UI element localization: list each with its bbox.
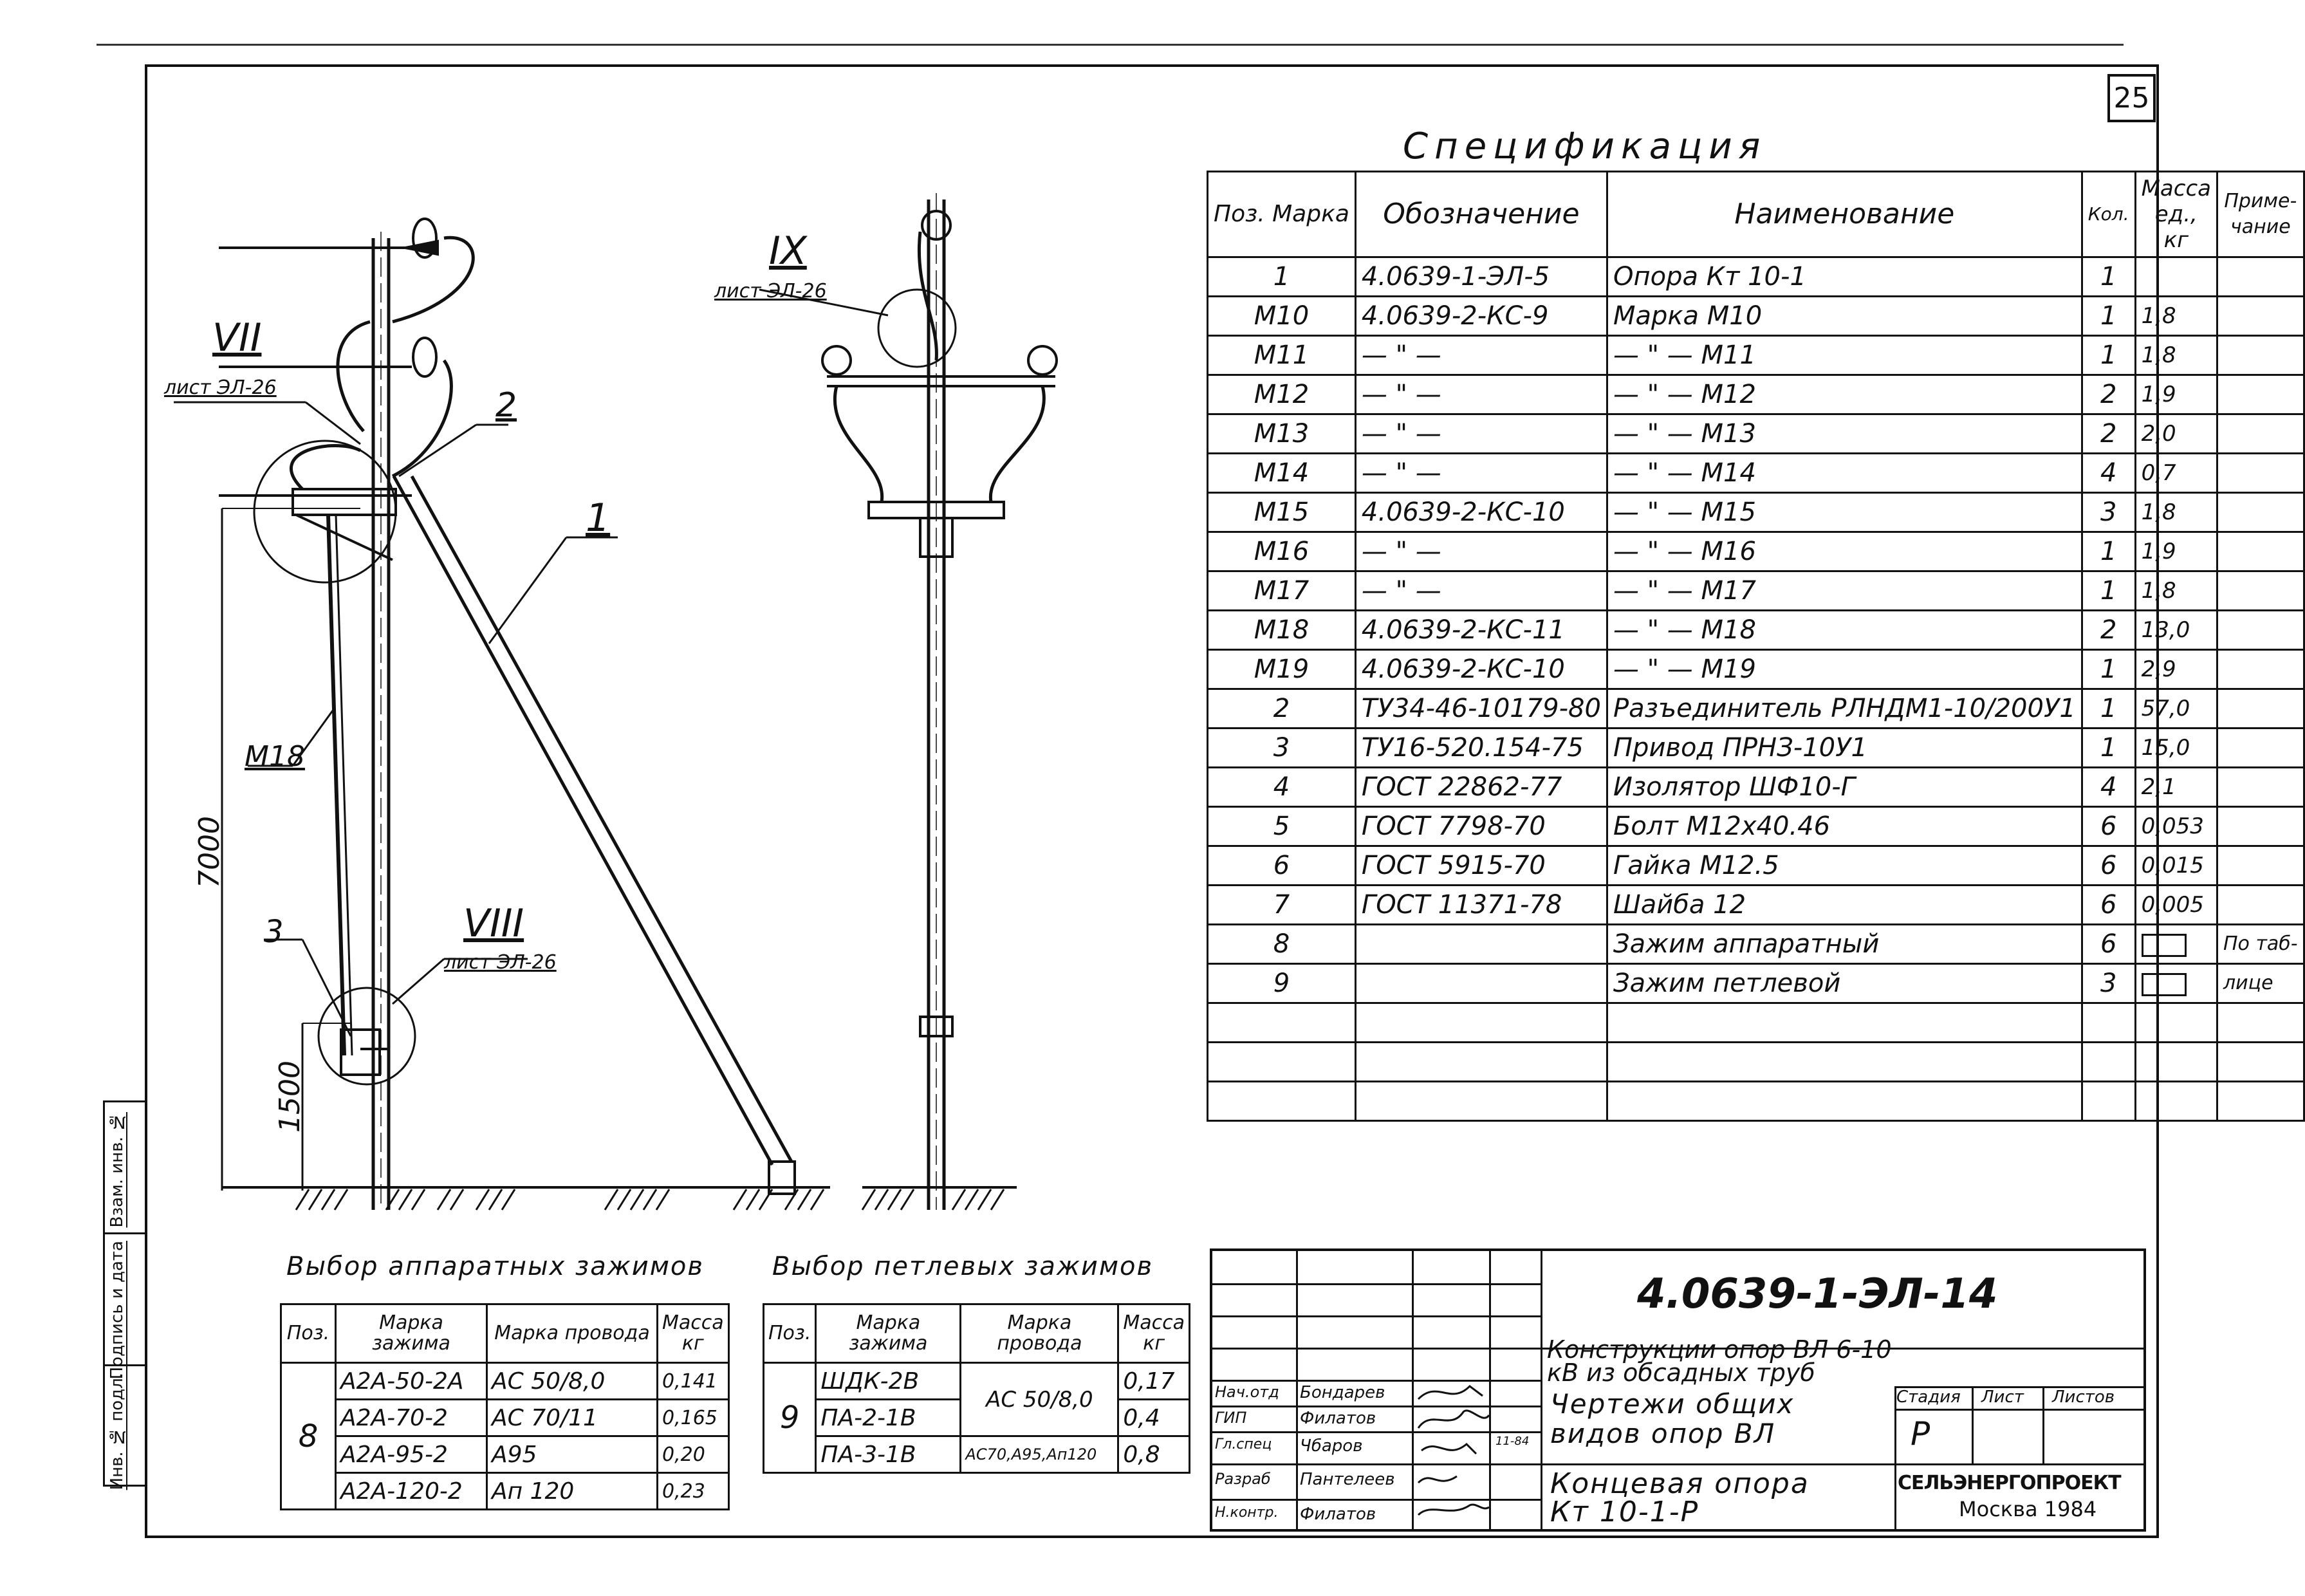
spec-name: — " — М17 <box>1607 571 2082 611</box>
spec-empty-cell <box>2135 1043 2217 1082</box>
spec-row <box>1208 807 2304 846</box>
spec-name: Болт М12х40.46 <box>1607 807 2082 846</box>
spec-designation: ТУ34-46-10179-80 <box>1355 689 1607 728</box>
signer-role: Гл.спец <box>1215 1436 1272 1452</box>
spec-pos: 2 <box>1208 689 1356 728</box>
spec-designation <box>1355 964 1607 1003</box>
loop-clamp-mass: 0,8 <box>1118 1436 1190 1473</box>
margin-stamp <box>103 1100 147 1490</box>
spec-name: — " — М11 <box>1607 336 2082 375</box>
callout-viii: VIII <box>463 901 524 946</box>
spec-pos: М18 <box>1208 611 1356 650</box>
spec-qty: 2 <box>2082 611 2135 650</box>
spec-empty-cell <box>1208 1003 1356 1043</box>
spec-mass: 1,8 <box>2135 336 2217 375</box>
spec-empty-cell <box>2082 1082 2135 1121</box>
spec-designation: — " — <box>1355 571 1607 611</box>
spec-header-designation: Обозначение <box>1355 172 1607 257</box>
spec-designation: — " — <box>1355 454 1607 493</box>
loop-clamp-wire-b: АС70,А95,Ап120 <box>961 1436 1118 1473</box>
callout-viii-ref: лист ЭЛ-26 <box>444 951 557 974</box>
spec-note <box>2217 414 2304 454</box>
spec-mass: 2,0 <box>2135 414 2217 454</box>
app-clamps-row <box>281 1473 729 1510</box>
spec-header-pos: Поз. Марка <box>1208 172 1356 257</box>
spec-qty: 6 <box>2082 846 2135 886</box>
signer-name: Бондарев <box>1300 1383 1385 1402</box>
spec-empty-cell <box>1355 1082 1607 1121</box>
stage-label: Стадия <box>1896 1387 1961 1407</box>
sign-date: 11-84 <box>1495 1434 1530 1448</box>
spec-name: Опора Кт 10-1 <box>1607 257 2082 297</box>
spec-pos: 7 <box>1208 886 1356 925</box>
spec-mass: 2,9 <box>2135 650 2217 689</box>
spec-empty-cell <box>1607 1043 2082 1082</box>
spec-pos: М14 <box>1208 454 1356 493</box>
loop-clamps-title: Выбор петлевых зажимов <box>772 1252 1154 1281</box>
signer-name: Пантелеев <box>1300 1470 1395 1489</box>
spec-mass: 1,9 <box>2135 532 2217 571</box>
app-clamps-pos: 8 <box>281 1363 336 1510</box>
spec-note <box>2217 886 2304 925</box>
spec-pos: М11 <box>1208 336 1356 375</box>
spec-empty-cell <box>2217 1043 2304 1082</box>
spec-row <box>1208 650 2304 689</box>
loop-clamps-header-row <box>764 1304 1190 1363</box>
app-clamp-mark: А2А-95-2 <box>336 1436 487 1473</box>
spec-designation: ГОСТ 7798-70 <box>1355 807 1607 846</box>
spec-name: — " — М16 <box>1607 532 2082 571</box>
spec-name: Марка М10 <box>1607 297 2082 336</box>
spec-pos: 5 <box>1208 807 1356 846</box>
organization: СЕЛЬЭНЕРГОПРОЕКТ <box>1898 1472 2121 1494</box>
spec-pos: М19 <box>1208 650 1356 689</box>
spec-qty: 1 <box>2082 728 2135 768</box>
spec-qty: 2 <box>2082 375 2135 414</box>
app-clamps-title: Выбор аппаратных зажимов <box>286 1252 704 1281</box>
spec-name: Зажим аппаратный <box>1607 925 2082 964</box>
spec-pos: 1 <box>1208 257 1356 297</box>
spec-pos: М17 <box>1208 571 1356 611</box>
sheet-name: Концевая опора Кт 10-1-Р <box>1550 1467 1810 1528</box>
dimension-7000: 7000 <box>193 816 226 888</box>
app-clamp-wire: Ап 120 <box>487 1473 658 1510</box>
spec-row <box>1208 571 2304 611</box>
spec-name: — " — М14 <box>1607 454 2082 493</box>
spec-qty: 6 <box>2082 886 2135 925</box>
project-title: Конструкции опор ВЛ 6-10 кВ из обсадных труб <box>1547 1335 1892 1387</box>
spec-qty: 1 <box>2082 650 2135 689</box>
signer-role: Н.контр. <box>1215 1505 1279 1521</box>
spec-designation <box>1355 925 1607 964</box>
spec-empty-cell <box>2217 1003 2304 1043</box>
stamp-inv-orig: Инв. № подл. <box>107 1373 127 1490</box>
spec-pos: 9 <box>1208 964 1356 1003</box>
spec-qty: 2 <box>2082 414 2135 454</box>
callout-ix: IX <box>769 228 807 274</box>
spec-qty: 1 <box>2082 532 2135 571</box>
spec-note <box>2217 689 2304 728</box>
spec-note <box>2217 375 2304 414</box>
spec-mass: 2,1 <box>2135 768 2217 807</box>
spec-note <box>2217 336 2304 375</box>
drawing-code: 4.0639-1-ЭЛ-14 <box>1637 1270 1998 1318</box>
app-clamps-row <box>281 1436 729 1473</box>
spec-row <box>1208 454 2304 493</box>
spec-row <box>1208 336 2304 375</box>
spec-pos: 4 <box>1208 768 1356 807</box>
app-clamp-wire: АС 70/11 <box>487 1400 658 1436</box>
spec-header-mass: Масса ед., кг <box>2135 172 2217 257</box>
spec-qty: 6 <box>2082 807 2135 846</box>
spec-empty-cell <box>1355 1043 1607 1082</box>
spec-row <box>1208 611 2304 650</box>
spec-designation: — " — <box>1355 532 1607 571</box>
spec-mass: 0,7 <box>2135 454 2217 493</box>
spec-mass <box>2135 925 2217 964</box>
spec-row <box>1208 964 2304 1003</box>
spec-name: Изолятор ШФ10-Г <box>1607 768 2082 807</box>
loop-clamp-mark: ПА-2-1В <box>816 1400 961 1436</box>
signer-role: Нач.отд <box>1215 1383 1279 1401</box>
spec-empty-cell <box>1208 1043 1356 1082</box>
spec-qty: 1 <box>2082 689 2135 728</box>
spec-name: Привод ПРНЗ-10У1 <box>1607 728 2082 768</box>
spec-row-empty <box>1208 1003 2304 1043</box>
sheets-label: Листов <box>2052 1387 2115 1407</box>
spec-mass: 1,9 <box>2135 375 2217 414</box>
callout-ix-ref: лист ЭЛ-26 <box>714 280 827 302</box>
loop-clamp-mass: 0,17 <box>1118 1363 1190 1400</box>
spec-qty: 1 <box>2082 571 2135 611</box>
ground-hatch <box>296 1189 824 1210</box>
spec-designation: — " — <box>1355 336 1607 375</box>
spec-pos: М15 <box>1208 493 1356 532</box>
app-clamp-mark: А2А-120-2 <box>336 1473 487 1510</box>
spec-header-row <box>1208 172 2304 257</box>
spec-empty-cell <box>1607 1082 2082 1121</box>
spec-name: Зажим петлевой <box>1607 964 2082 1003</box>
spec-empty-cell <box>2082 1043 2135 1082</box>
spec-note <box>2217 768 2304 807</box>
stage-value: Р <box>1911 1415 1930 1452</box>
loop-clamp-wire-a: АС 50/8,0 <box>961 1363 1118 1436</box>
loop-clamp-mark: ШДК-2В <box>816 1363 961 1400</box>
spec-row <box>1208 297 2304 336</box>
spec-pos: 8 <box>1208 925 1356 964</box>
spec-note <box>2217 807 2304 846</box>
app-clamp-mass: 0,141 <box>658 1363 729 1400</box>
spec-row <box>1208 375 2304 414</box>
spec-mass: 1,8 <box>2135 493 2217 532</box>
loop-clamp-mark: ПА-3-1В <box>816 1436 961 1473</box>
spec-mass: 57,0 <box>2135 689 2217 728</box>
title-block <box>1210 1248 2146 1532</box>
spec-mass: 1,8 <box>2135 571 2217 611</box>
spec-qty: 1 <box>2082 257 2135 297</box>
spec-name: — " — М13 <box>1607 414 2082 454</box>
spec-name: Шайба 12 <box>1607 886 2082 925</box>
mass-box <box>2142 934 2187 957</box>
app-clamp-mass: 0,165 <box>658 1400 729 1436</box>
part-title: Чертежи общих видов опор ВЛ <box>1550 1388 1795 1449</box>
spec-mass: 0,015 <box>2135 846 2217 886</box>
loop-clamps-header-mass: Масса кг <box>1118 1304 1190 1363</box>
spec-note <box>2217 846 2304 886</box>
spec-qty: 1 <box>2082 336 2135 375</box>
spec-mass: 1,8 <box>2135 297 2217 336</box>
spec-empty-cell <box>2217 1082 2304 1121</box>
spec-row <box>1208 257 2304 297</box>
spec-note <box>2217 493 2304 532</box>
spec-mass: 0,053 <box>2135 807 2217 846</box>
spec-empty-cell <box>2135 1003 2217 1043</box>
stamp-sign-date: Подпись и дата <box>107 1241 127 1380</box>
spec-qty: 3 <box>2082 964 2135 1003</box>
app-clamps-row <box>281 1400 729 1436</box>
signatures <box>1412 1380 1541 1528</box>
spec-note <box>2217 611 2304 650</box>
spec-pos: М13 <box>1208 414 1356 454</box>
signer-name: Филатов <box>1300 1505 1376 1524</box>
spec-name: — " — М15 <box>1607 493 2082 532</box>
city-year: Москва 1984 <box>1959 1497 2097 1521</box>
app-clamp-mass: 0,23 <box>658 1473 729 1510</box>
spec-row <box>1208 768 2304 807</box>
stamp-inv-replace: Взам. инв. № <box>107 1112 127 1228</box>
spec-mass: 15,0 <box>2135 728 2217 768</box>
spec-empty-cell <box>2135 1082 2217 1121</box>
spec-header-note: Приме- чание <box>2217 172 2304 257</box>
spec-designation: 4.0639-2-КС-9 <box>1355 297 1607 336</box>
signer-name: Филатов <box>1300 1409 1376 1428</box>
spec-pos: М16 <box>1208 532 1356 571</box>
spec-row-empty <box>1208 1043 2304 1082</box>
dimension-1500: 1500 <box>273 1061 306 1133</box>
spec-pos: 6 <box>1208 846 1356 886</box>
loop-clamps-row <box>764 1363 1190 1400</box>
spec-note <box>2217 571 2304 611</box>
spec-row <box>1208 689 2304 728</box>
spec-pos: М12 <box>1208 375 1356 414</box>
loop-clamps-header-pos: Поз. <box>764 1304 816 1363</box>
spec-note <box>2217 532 2304 571</box>
spec-name: Разъединитель РЛНДМ1-10/200У1 <box>1607 689 2082 728</box>
leader-label-2: 2 <box>495 386 517 425</box>
spec-empty-cell <box>1355 1003 1607 1043</box>
spec-designation: ГОСТ 5915-70 <box>1355 846 1607 886</box>
spec-note <box>2217 728 2304 768</box>
spec-row <box>1208 886 2304 925</box>
spec-empty-cell <box>2082 1003 2135 1043</box>
spec-row <box>1208 414 2304 454</box>
spec-qty: 4 <box>2082 768 2135 807</box>
spec-designation: — " — <box>1355 375 1607 414</box>
spec-table <box>1207 171 2305 1122</box>
spec-name: Гайка М12.5 <box>1607 846 2082 886</box>
callout-vii-ref: лист ЭЛ-26 <box>164 376 277 399</box>
spec-name: — " — М18 <box>1607 611 2082 650</box>
loop-clamp-mass: 0,4 <box>1118 1400 1190 1436</box>
spec-designation: ГОСТ 22862-77 <box>1355 768 1607 807</box>
spec-pos: М10 <box>1208 297 1356 336</box>
spec-note <box>2217 297 2304 336</box>
app-clamps-header-clamp: Марка зажима <box>336 1304 487 1363</box>
spec-name: — " — М12 <box>1607 375 2082 414</box>
signer-role: Разраб <box>1215 1470 1271 1488</box>
spec-header-name: Наименование <box>1607 172 2082 257</box>
spec-note: По таб- <box>2217 925 2304 964</box>
spec-qty: 1 <box>2082 297 2135 336</box>
spec-note: лице <box>2217 964 2304 1003</box>
spec-mass: 0,005 <box>2135 886 2217 925</box>
app-clamp-wire: А95 <box>487 1436 658 1473</box>
sheet-number: 25 <box>2107 74 2156 122</box>
spec-row-empty <box>1208 1082 2304 1121</box>
spec-title: Спецификация <box>1403 125 1767 167</box>
callout-vii: VII <box>212 315 262 360</box>
spec-row <box>1208 532 2304 571</box>
spec-pos: 3 <box>1208 728 1356 768</box>
app-clamps-table <box>280 1303 730 1510</box>
leader-label-3: 3 <box>264 914 284 950</box>
spec-header-qty: Кол. <box>2082 172 2135 257</box>
signer-role: ГИП <box>1215 1409 1247 1427</box>
leader-label-m18: М18 <box>245 740 305 773</box>
spec-name: — " — М19 <box>1607 650 2082 689</box>
spec-empty-cell <box>1607 1003 2082 1043</box>
spec-row <box>1208 846 2304 886</box>
app-clamps-header-pos: Поз. <box>281 1304 336 1363</box>
sheet-label: Лист <box>1981 1387 2024 1407</box>
spec-qty: 6 <box>2082 925 2135 964</box>
app-clamp-mass: 0,20 <box>658 1436 729 1473</box>
spec-row <box>1208 493 2304 532</box>
spec-designation: 4.0639-2-КС-10 <box>1355 650 1607 689</box>
app-clamps-header-mass: Масса кг <box>658 1304 729 1363</box>
spec-qty: 4 <box>2082 454 2135 493</box>
spec-designation: 4.0639-2-КС-10 <box>1355 493 1607 532</box>
loop-clamps-pos: 9 <box>764 1363 816 1473</box>
spec-row <box>1208 728 2304 768</box>
loop-clamps-table <box>763 1303 1190 1474</box>
app-clamps-header-row <box>281 1304 729 1363</box>
spec-note <box>2217 650 2304 689</box>
spec-mass: 13,0 <box>2135 611 2217 650</box>
spec-qty: 3 <box>2082 493 2135 532</box>
app-clamp-mark: А2А-50-2А <box>336 1363 487 1400</box>
loop-clamps-row <box>764 1436 1190 1473</box>
app-clamps-row <box>281 1363 729 1400</box>
spec-row <box>1208 925 2304 964</box>
spec-designation: 4.0639-1-ЭЛ-5 <box>1355 257 1607 297</box>
spec-designation: — " — <box>1355 414 1607 454</box>
spec-note <box>2217 257 2304 297</box>
loop-clamps-header-wire: Марка провода <box>961 1304 1118 1363</box>
leader-label-1: 1 <box>586 496 611 541</box>
spec-note <box>2217 454 2304 493</box>
spec-designation: ТУ16-520.154-75 <box>1355 728 1607 768</box>
app-clamps-header-wire: Марка провода <box>487 1304 658 1363</box>
mass-box <box>2142 973 2187 996</box>
loop-clamps-header-clamp: Марка зажима <box>816 1304 961 1363</box>
app-clamp-mark: А2А-70-2 <box>336 1400 487 1436</box>
spec-mass <box>2135 257 2217 297</box>
spec-mass <box>2135 964 2217 1003</box>
signer-name: Чбаров <box>1300 1436 1363 1456</box>
spec-designation: 4.0639-2-КС-11 <box>1355 611 1607 650</box>
spec-designation: ГОСТ 11371-78 <box>1355 886 1607 925</box>
app-clamp-wire: АС 50/8,0 <box>487 1363 658 1400</box>
spec-empty-cell <box>1208 1082 1356 1121</box>
